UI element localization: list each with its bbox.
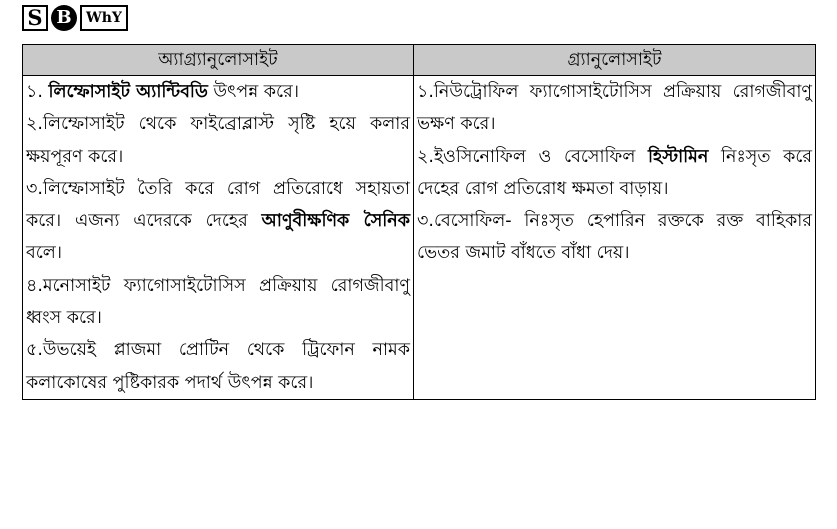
point-text: ৩.লিম্ফোসাইট তৈরি করে রোগ প্রতিরোধে সহায়তা করে। এজন্য এদেরকে দেহের (26, 178, 410, 232)
point-number: ১. (26, 82, 49, 102)
agranulocyte-point-2: ২.লিম্ফোসাইট থেকে ফাইব্রোব্লাস্ট সৃষ্টি হয়ে কলার ক্ষয়পূরণ করে। (26, 114, 410, 167)
granulocyte-point-3: ৩.বেসোফিল- নিঃসৃত হেপারিন রক্তকে রক্ত বাহিকার ভেতর জমাট বাঁধতে বাঁধা দেয়। (417, 211, 812, 264)
logo-b-circle: B (51, 5, 77, 31)
point-bold-term: লিম্ফোসাইট অ্যান্টিবডি (48, 82, 208, 102)
table-header-row (23, 45, 816, 76)
point-text: বলে। (26, 243, 63, 264)
agranulocyte-point-4: ৪.মনোসাইট ফ্যাগোসাইটোসিস প্রক্রিয়ায় রোগজীবাণু ধ্বংস করে। (26, 275, 410, 329)
table-row (23, 76, 816, 400)
comparison-table (22, 44, 816, 400)
sbwhy-logo (22, 4, 128, 32)
point-bold-term: হিস্টামিন (648, 146, 709, 167)
agranulocyte-point-3 (26, 173, 410, 270)
agranulocyte-cell (23, 76, 414, 400)
agranulocyte-point-1 (26, 76, 410, 108)
logo-why-box: WhY (80, 5, 128, 31)
point-text: ২.ইওসিনোফিল ও বেসোফিল (417, 146, 649, 167)
header-agranulocyte: অ্যাগ্র্যানুলোসাইট (23, 45, 414, 76)
header-granulocyte: গ্র্যানুলোসাইট (414, 45, 816, 76)
point-bold-term: আণুবীক্ষণিক সৈনিক (261, 211, 410, 232)
granulocyte-cell (414, 76, 816, 400)
granulocyte-point-2 (417, 141, 812, 206)
granulocyte-point-1: ১.নিউট্রোফিল ফ্যাগোসাইটোসিস প্রক্রিয়ায় রোগজীবাণু ভক্ষণ করে। (417, 82, 812, 135)
point-text: উৎপন্ন করে। (207, 82, 299, 102)
point-text: নিঃসৃত করে দেহের রোগ প্রতিরোধ ক্ষমতা বাড়ায়। (417, 146, 813, 199)
logo-s-box: S (22, 5, 48, 31)
agranulocyte-point-5: ৫.উভয়েই প্লাজমা প্রোটিন থেকে ট্রিফোন নামক কলাকোষের পুষ্টিকারক পদার্থ উৎপন্ন করে। (26, 340, 410, 393)
